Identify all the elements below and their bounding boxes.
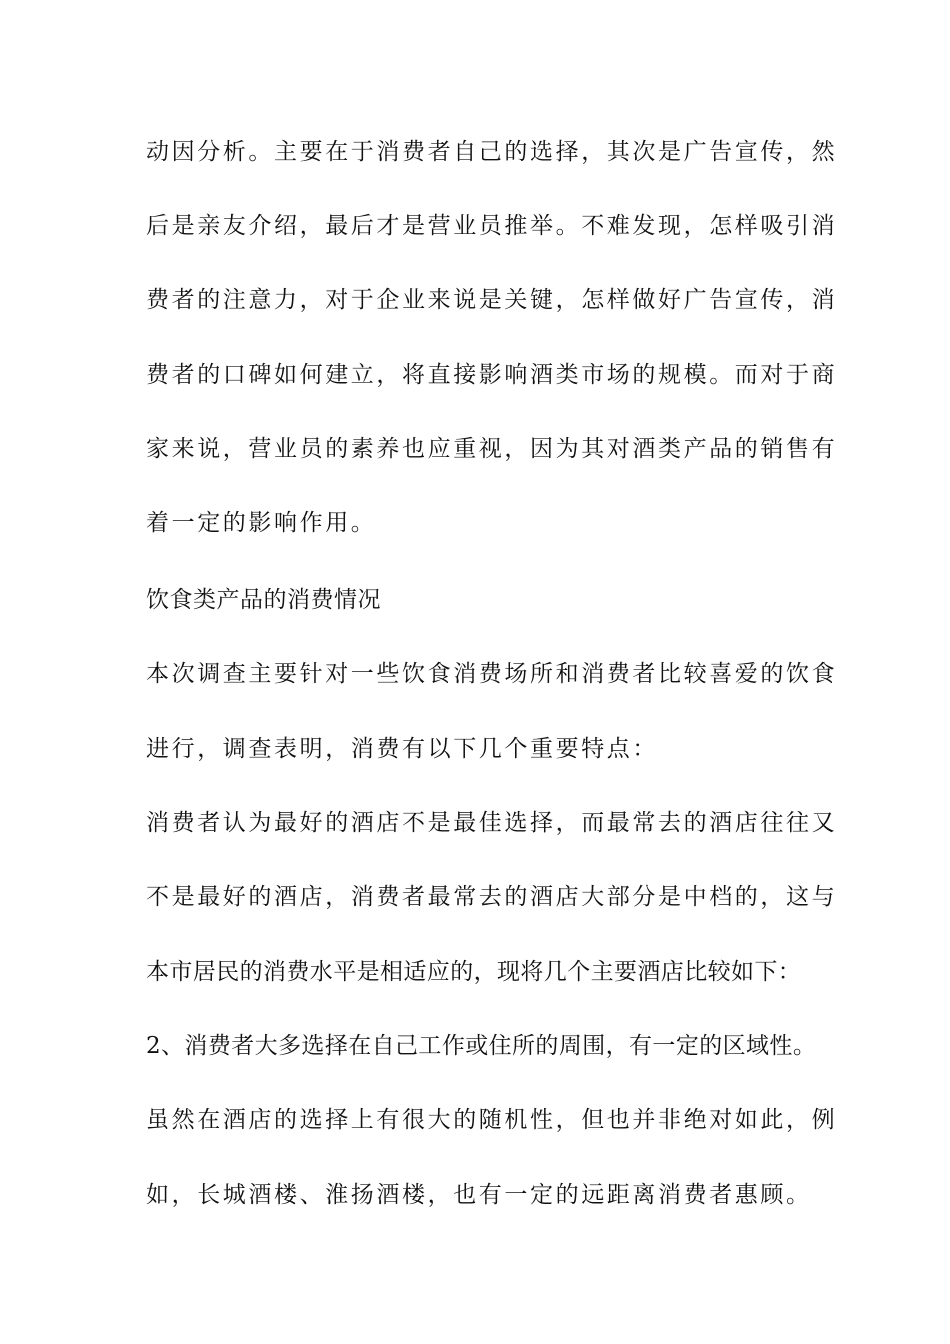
paragraph-line: 费者的口碑如何建立，将直接影响酒类市场的规模。而对于商 [146,362,838,388]
paragraph-line: 进行，调查表明，消费有以下几个重要特点： [146,736,658,762]
paragraph-line: 消费者认为最好的酒店不是最佳选择，而最常去的酒店往往又 [146,810,838,836]
paragraph-line: 动因分析。主要在于消费者自己的选择，其次是广告宣传，然 [146,139,838,165]
paragraph-line: 本次调查主要针对一些饮食消费场所和消费者比较喜爱的饮食 [146,661,838,687]
paragraph-line: 费者的注意力，对于企业来说是关键，怎样做好广告宣传，消 [146,287,838,313]
paragraph-line: 不是最好的酒店，消费者最常去的酒店大部分是中档的，这与 [146,884,838,910]
section-heading: 饮食类产品的消费情况 [146,587,381,613]
paragraph-line: 虽然在酒店的选择上有很大的随机性，但也并非绝对如此，例 [146,1107,838,1133]
paragraph-line: 本市居民的消费水平是相适应的，现将几个主要酒店比较如下： [146,959,802,985]
paragraph-line: 2、消费者大多选择在自己工作或住所的周围，有一定的区域性。 [146,1033,817,1059]
paragraph-line: 着一定的影响作用。 [146,510,377,536]
paragraph-line: 后是亲友介绍，最后才是营业员推举。不难发现，怎样吸引消 [146,213,838,239]
paragraph-line: 家来说，营业员的素养也应重视，因为其对酒类产品的销售有 [146,436,838,462]
paragraph-line: 如，长城酒楼、淮扬酒楼，也有一定的远距离消费者惠顾。 [146,1182,812,1208]
